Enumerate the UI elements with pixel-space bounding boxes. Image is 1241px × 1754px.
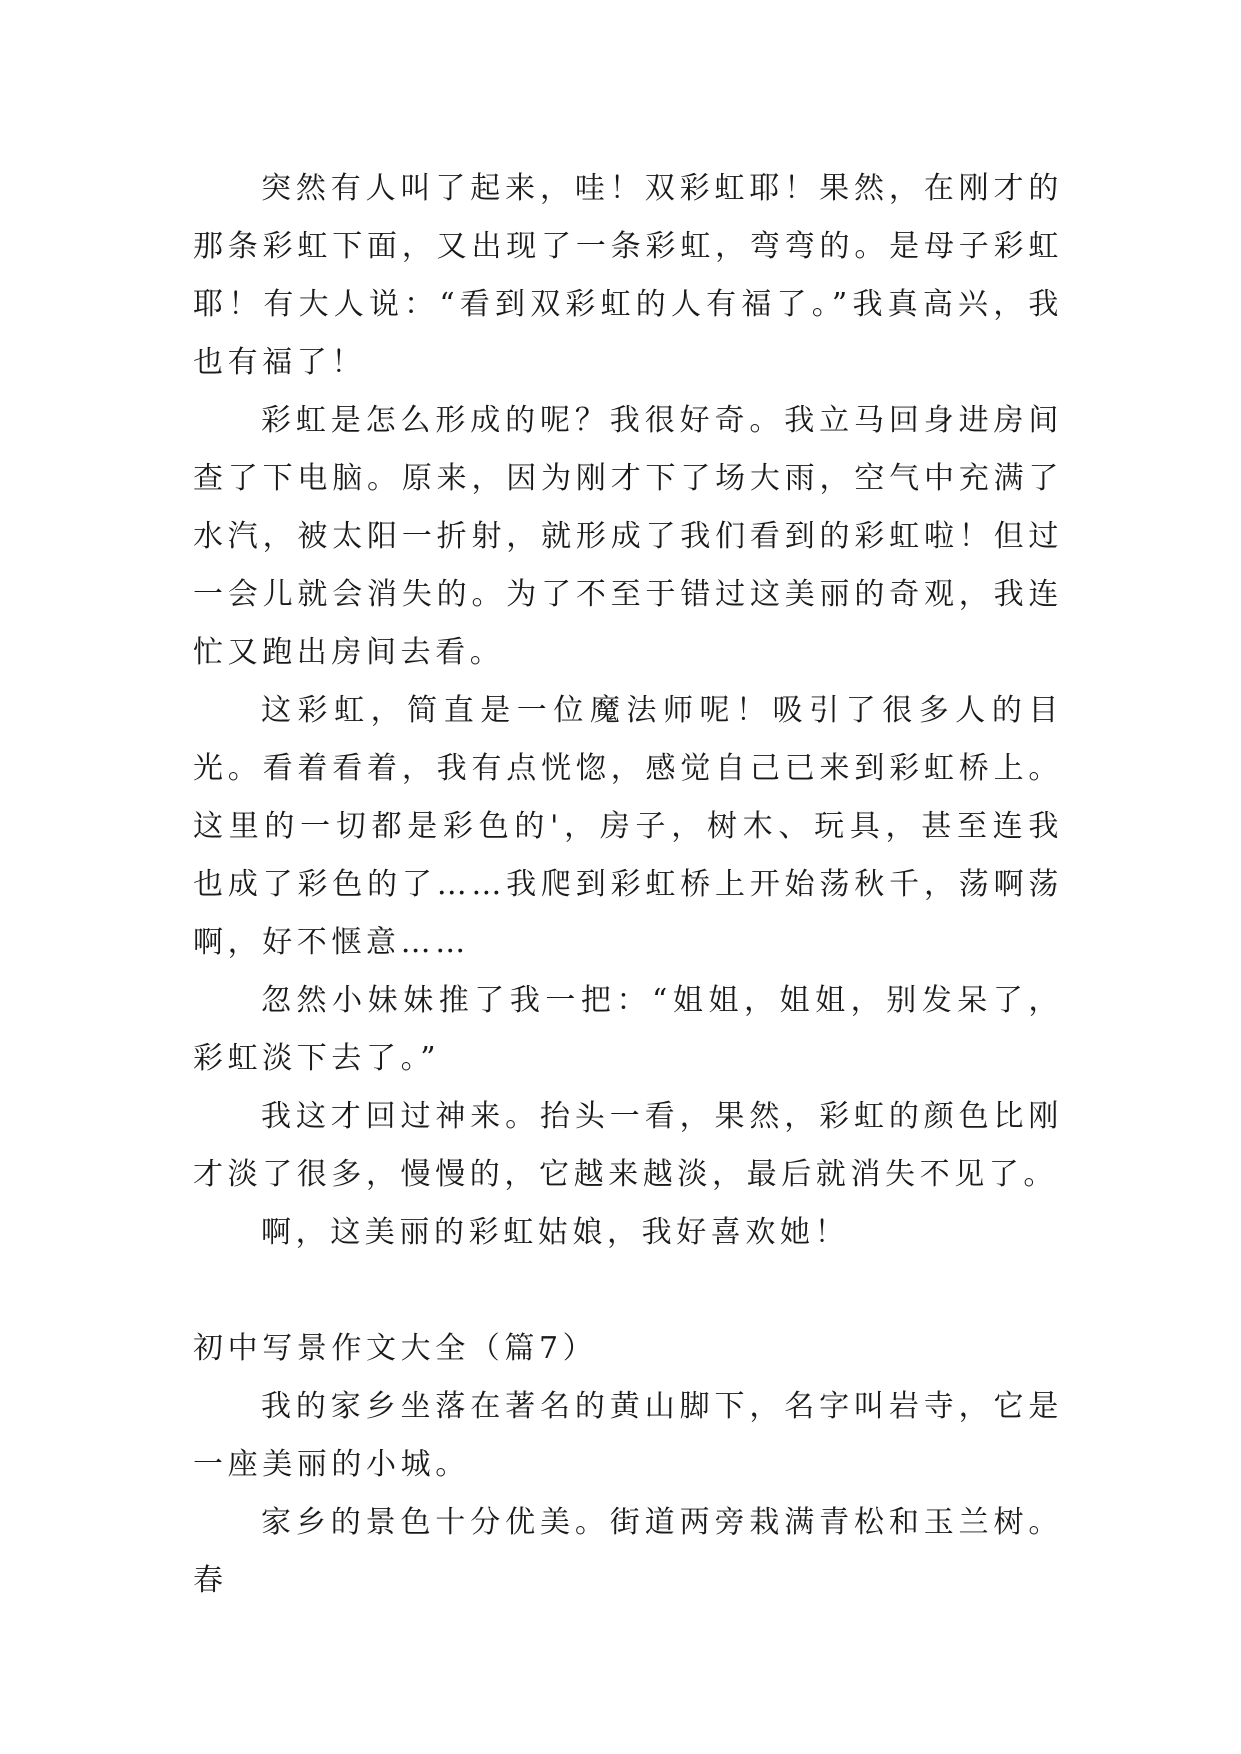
paragraph: 突然有人叫了起来，哇！双彩虹耶！果然，在刚才的那条彩虹下面，又出现了一条彩虹，弯弯的。是母子彩虹耶！有大人说：“看到双彩虹的人有福了。”我真高兴，我也有福了！ <box>193 171 1063 380</box>
paragraph: 忽然小妹妹推了我一把：“姐姐，姐姐，别发呆了，彩虹淡下去了。” <box>193 983 1063 1076</box>
paragraph: 我的家乡坐落在著名的黄山脚下，名字叫岩寺，它是一座美丽的小城。 <box>193 1389 1063 1482</box>
paragraph: 家乡的景色十分优美。街道两旁栽满青松和玉兰树。春 <box>193 1505 1063 1598</box>
section-heading: 初中写景作文大全（篇7） <box>193 1331 598 1366</box>
paragraph: 这彩虹，简直是一位魔法师呢！吸引了很多人的目光。看着看着，我有点恍惚，感觉自己已来到彩虹桥上。这里的一切都是彩色的'，房子，树木、玩具，甚至连我也成了彩色的了……我爬到彩虹桥上开始荡秋千，荡啊荡啊，好不惬意…… <box>193 693 1063 960</box>
paragraph: 我这才回过神来。抬头一看，果然，彩虹的颜色比刚才淡了很多，慢慢的，它越来越淡，最后就消失不见了。 <box>193 1099 1063 1192</box>
document-body <box>193 160 1063 1610</box>
paragraph: 啊，这美丽的彩虹姑娘，我好喜欢她！ <box>261 1215 850 1250</box>
paragraph: 彩虹是怎么形成的呢？我很好奇。我立马回身进房间查了下电脑。原来，因为刚才下了场大雨，空气中充满了水汽，被太阳一折射，就形成了我们看到的彩虹啦！但过一会儿就会消失的。为了不至于错过这美丽的奇观，我连忙又跑出房间去看。 <box>193 403 1063 670</box>
